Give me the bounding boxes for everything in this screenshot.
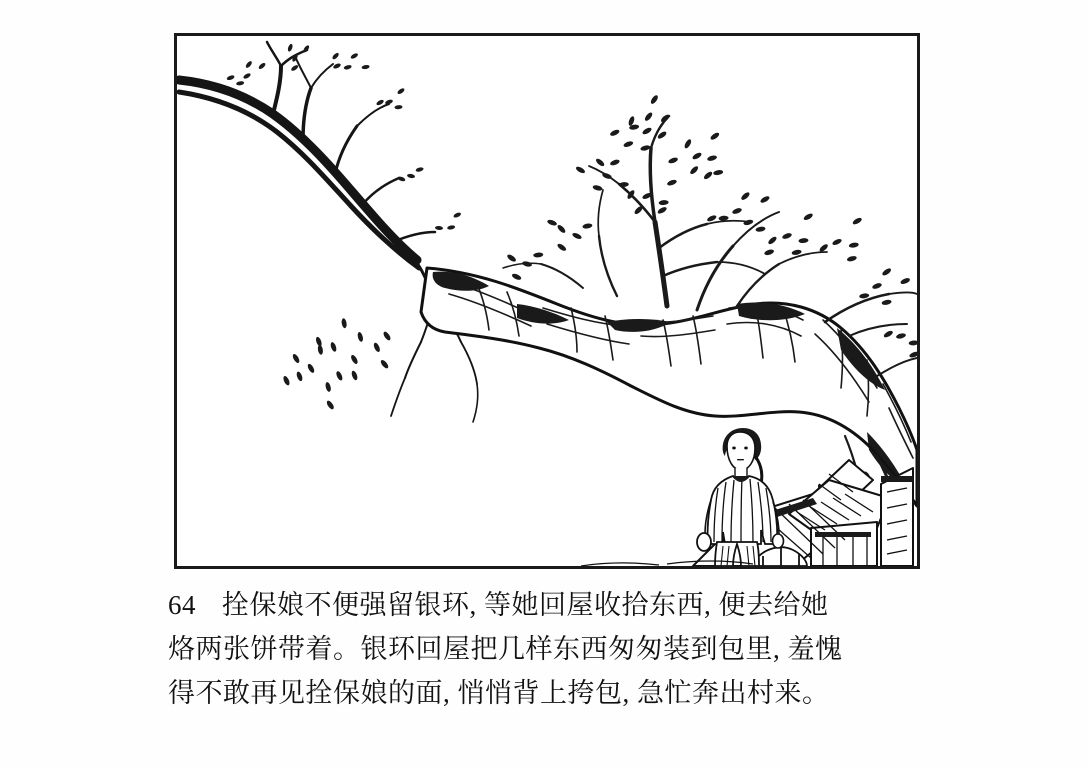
caption-block xyxy=(168,583,928,715)
illustration-panel xyxy=(174,33,920,569)
ink-drawing xyxy=(177,36,917,566)
caption-line-3: 得不敢再见拴保娘的面, 悄悄背上挎包, 急忙奔出村来。 xyxy=(168,678,830,708)
caption-text-1: 拴保娘不便强留银环, 等她回屋收拾东西, 便去给她 xyxy=(222,590,829,620)
page-number: 64 xyxy=(168,590,196,620)
caption-line-2: 烙两张饼带着。银环回屋把几样东西匆匆装到包里, 羞愧 xyxy=(168,634,843,664)
illustration-canvas xyxy=(177,36,917,566)
caption-line-1 xyxy=(168,583,928,627)
